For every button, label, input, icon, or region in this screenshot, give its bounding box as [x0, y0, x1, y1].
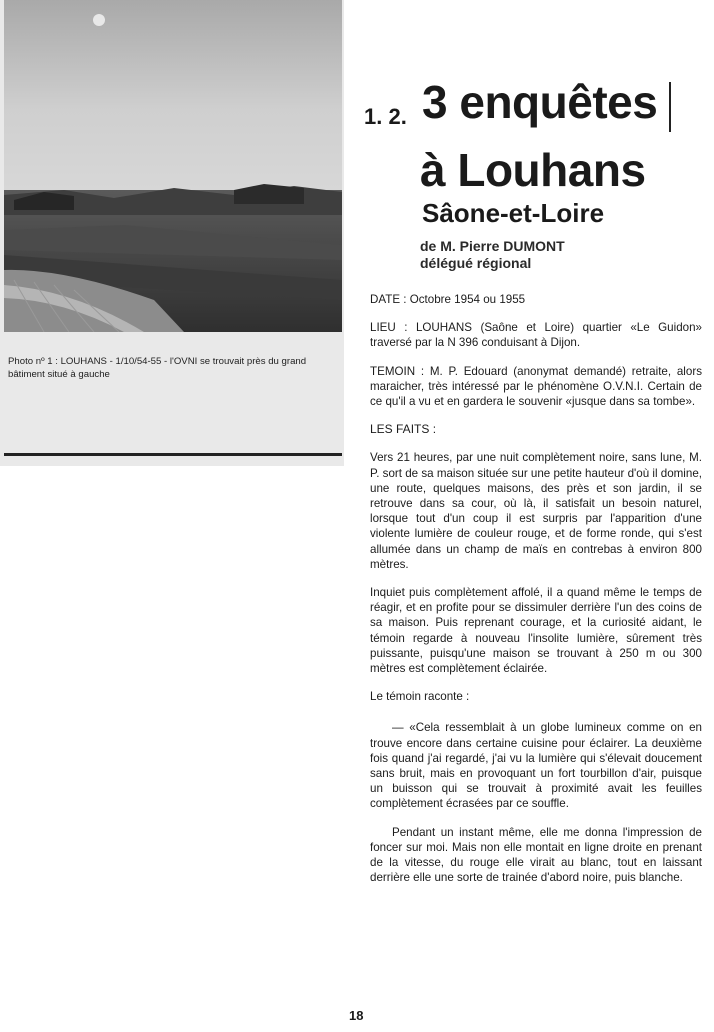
lieu-paragraph: LIEU : LOUHANS (Saône et Loire) quartier «Le Guidon» traversé par la N 396 conduisant à Dijon. [370, 321, 702, 350]
faits-paragraph-2: Inquiet puis complètement affolé, il a quand même le temps de réagir, et en profite pour se dissimuler derrière l'un des coins de sa maison. Puis reprenant courage, et la curiosité aidant, le témoin regarde à nouveau l'insolite lumière, sûrement très puissante, puisqu'une maison se trouvant à 250 m ou 300 mètres est complètement éclairée. [370, 586, 702, 676]
article-title-line1: 3 enquêtes [422, 76, 658, 128]
divider-rule [4, 453, 342, 456]
article-title-line2: à Louhans [420, 144, 646, 196]
faits-heading: LES FAITS : [370, 422, 437, 437]
temoin-paragraph: TEMOIN : M. P. Edouard (anonymat demandé) retraite, alors maraicher, très intéressé par le phénomène O.V.N.I. Certain de ce qu'il a vu et en gardera le souvenir «jusque dans sa tombe». [370, 364, 702, 409]
raconte-label: Le témoin raconte : [370, 690, 470, 704]
author-role: délégué régional [420, 255, 532, 271]
photo-caption: Photo nº 1 : LOUHANS - 1/10/54-55 - l'OVNI se trouvait près du grand bâtiment situé à gauche [8, 356, 307, 380]
quote-paragraph-2: Pendant un instant même, elle me donna l'impression de foncer sur moi. Mais non elle montait en ligne droite en prenant de la vitesse, du rouge elle virait au blanc, tout en laissant derrière elle une sorte de trainée d'abord noire, puis blanche. [370, 825, 702, 885]
author-name: de M. Pierre DUMONT [420, 238, 565, 254]
quote-paragraph-1: — «Cela ressemblait à un globe lumineux comme on en trouve encore dans certaine cuisine pour éclairer. La deuxième fois quand j'ai regardé, j'ai vu la lumière qui s'élevait doucement sans bruit, mais en provoquant un fort tourbillon d'air, puisque un buisson qui se trouvait à proximité avait les feuilles complètement écrasées par ce souffle. [370, 721, 702, 811]
date-paragraph: DATE : Octobre 1954 ou 1955 [370, 293, 526, 306]
landscape-photo [4, 0, 342, 332]
text-cursor [669, 82, 671, 132]
article-subtitle: Sâone-et-Loire [422, 198, 605, 228]
article-body [370, 292, 702, 899]
page-number: 18 [349, 1008, 364, 1023]
left-column [0, 0, 344, 466]
faits-paragraph-1: Vers 21 heures, par une nuit complètement noire, sans lune, M. P. sort de sa maison située sur une petite hauteur d'où il domine, une route, quelques maisons, des près et son jardin, il se retrouve dans sa cour, où là, il satisfait un besoin naturel, lorsque tout d'un coup il est surpris par l'apparition d'une violente lumière de couleur rouge, et de forme ronde, qui s'est allumée dans un champ de maïs en contrebas à environ 800 mètres. [370, 451, 702, 571]
section-number: 1. 2. [364, 104, 407, 129]
